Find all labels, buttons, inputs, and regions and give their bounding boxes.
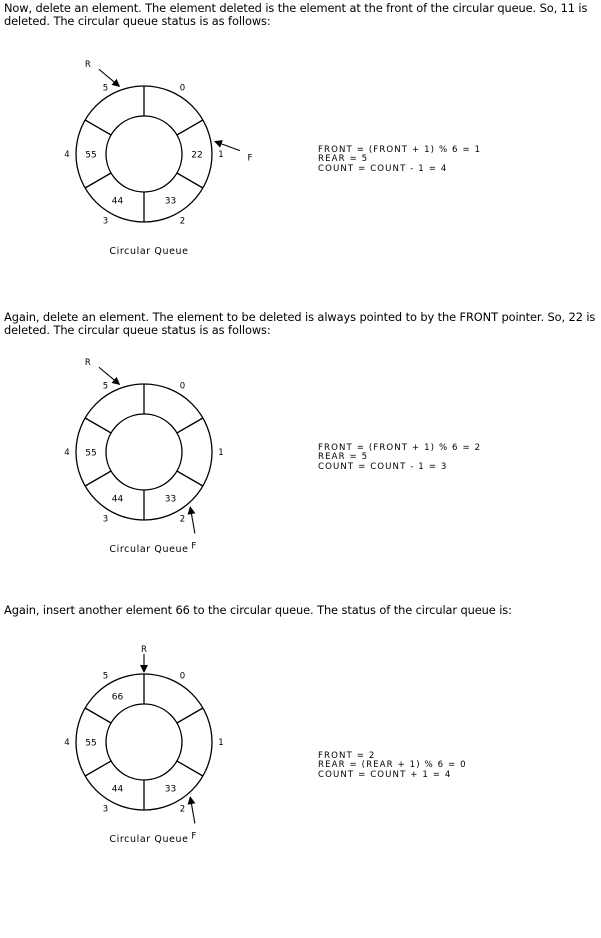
slot-index-label: 3: [102, 804, 109, 815]
slot-value: 33: [164, 784, 177, 795]
status-line: FRONT = (FRONT + 1) % 6 = 1: [318, 145, 482, 155]
slot-index-label: 0: [179, 83, 186, 94]
inner-ring: [106, 116, 182, 192]
slot-index-label: 3: [102, 514, 109, 525]
diagram-caption: Circular Queue: [109, 246, 189, 257]
slot-index-label: 2: [179, 804, 186, 815]
status-block-3: [318, 752, 467, 780]
slot-divider: [85, 173, 111, 188]
slot-value: 44: [111, 494, 124, 505]
diagram-caption: Circular Queue: [109, 544, 189, 555]
slot-divider: [177, 471, 203, 486]
status-line: FRONT = (FRONT + 1) % 6 = 2: [318, 443, 482, 453]
slot-index-label: 2: [179, 216, 186, 227]
slot-value: 22: [191, 150, 203, 161]
slot-divider: [177, 761, 203, 776]
slot-divider: [85, 418, 111, 433]
status-line: REAR = 5: [318, 154, 369, 165]
slot-index-label: 5: [102, 83, 109, 94]
paragraph-3: Again, insert another element 66 to the circular queue. The status of the circular queue is:: [4, 603, 512, 617]
slot-index-label: 0: [179, 671, 186, 682]
paragraph-1: Now, delete an element. The element deleted is the element at the front of the circular queue. So, 11 is deleted. The circular queue status is as follows:: [4, 1, 588, 28]
slot-value: 66: [111, 692, 124, 703]
circular-queue-diagram-1: [0, 60, 601, 260]
diagram-caption: Circular Queue: [109, 834, 189, 845]
status-line: REAR = (REAR + 1) % 6 = 0: [318, 760, 467, 771]
slot-value: 44: [111, 196, 124, 207]
rear-pointer-label: R: [84, 60, 91, 71]
slot-value: 55: [85, 150, 97, 161]
slot-index-label: 3: [102, 216, 109, 227]
front-pointer-arrow: [190, 797, 195, 823]
slot-divider: [177, 173, 203, 188]
slot-divider: [177, 708, 203, 723]
slot-index-label: 4: [64, 448, 70, 458]
slot-index-label: 1: [218, 738, 224, 748]
slot-index-label: 1: [218, 448, 224, 458]
status-line: REAR = 5: [318, 452, 369, 463]
inner-ring: [106, 704, 182, 780]
status-line: COUNT = COUNT + 1 = 4: [318, 769, 452, 780]
front-pointer-label: F: [191, 831, 197, 842]
slot-value: 55: [85, 448, 97, 459]
circular-queue-diagram-2: [0, 358, 601, 558]
slot-divider: [85, 471, 111, 486]
front-pointer-label: F: [247, 153, 253, 164]
slot-index-label: 4: [64, 738, 70, 748]
slot-value: 44: [111, 784, 124, 795]
slot-index-label: 2: [179, 514, 186, 525]
slot-index-label: 5: [102, 671, 109, 682]
slot-value: 33: [164, 196, 177, 207]
status-line: COUNT = COUNT - 1 = 3: [318, 461, 448, 472]
status-block-1: [318, 146, 481, 174]
status-block-2: [318, 444, 481, 472]
slot-index-label: 4: [64, 150, 70, 160]
slot-value: 33: [164, 494, 177, 505]
rear-pointer-label: R: [84, 358, 91, 369]
paragraph-2: Again, delete an element. The element to be deleted is always pointed to by the FRONT pointer. So, 22 is deleted. The circular queue status is as follows:: [4, 310, 596, 337]
slot-divider: [85, 761, 111, 776]
slot-divider: [177, 418, 203, 433]
slot-index-label: 0: [179, 381, 186, 392]
status-line: FRONT = 2: [318, 751, 376, 761]
status-line: COUNT = COUNT - 1 = 4: [318, 163, 448, 174]
front-pointer-arrow: [190, 507, 195, 533]
slot-index-label: 5: [102, 381, 109, 392]
slot-divider: [85, 708, 111, 723]
slot-divider: [85, 120, 111, 135]
slot-index-label: 1: [218, 150, 224, 160]
rear-pointer-label: R: [141, 645, 147, 655]
front-pointer-label: F: [191, 541, 197, 552]
inner-ring: [106, 414, 182, 490]
circular-queue-diagram-3: [0, 640, 601, 845]
slot-divider: [177, 120, 203, 135]
slot-value: 55: [85, 738, 97, 749]
